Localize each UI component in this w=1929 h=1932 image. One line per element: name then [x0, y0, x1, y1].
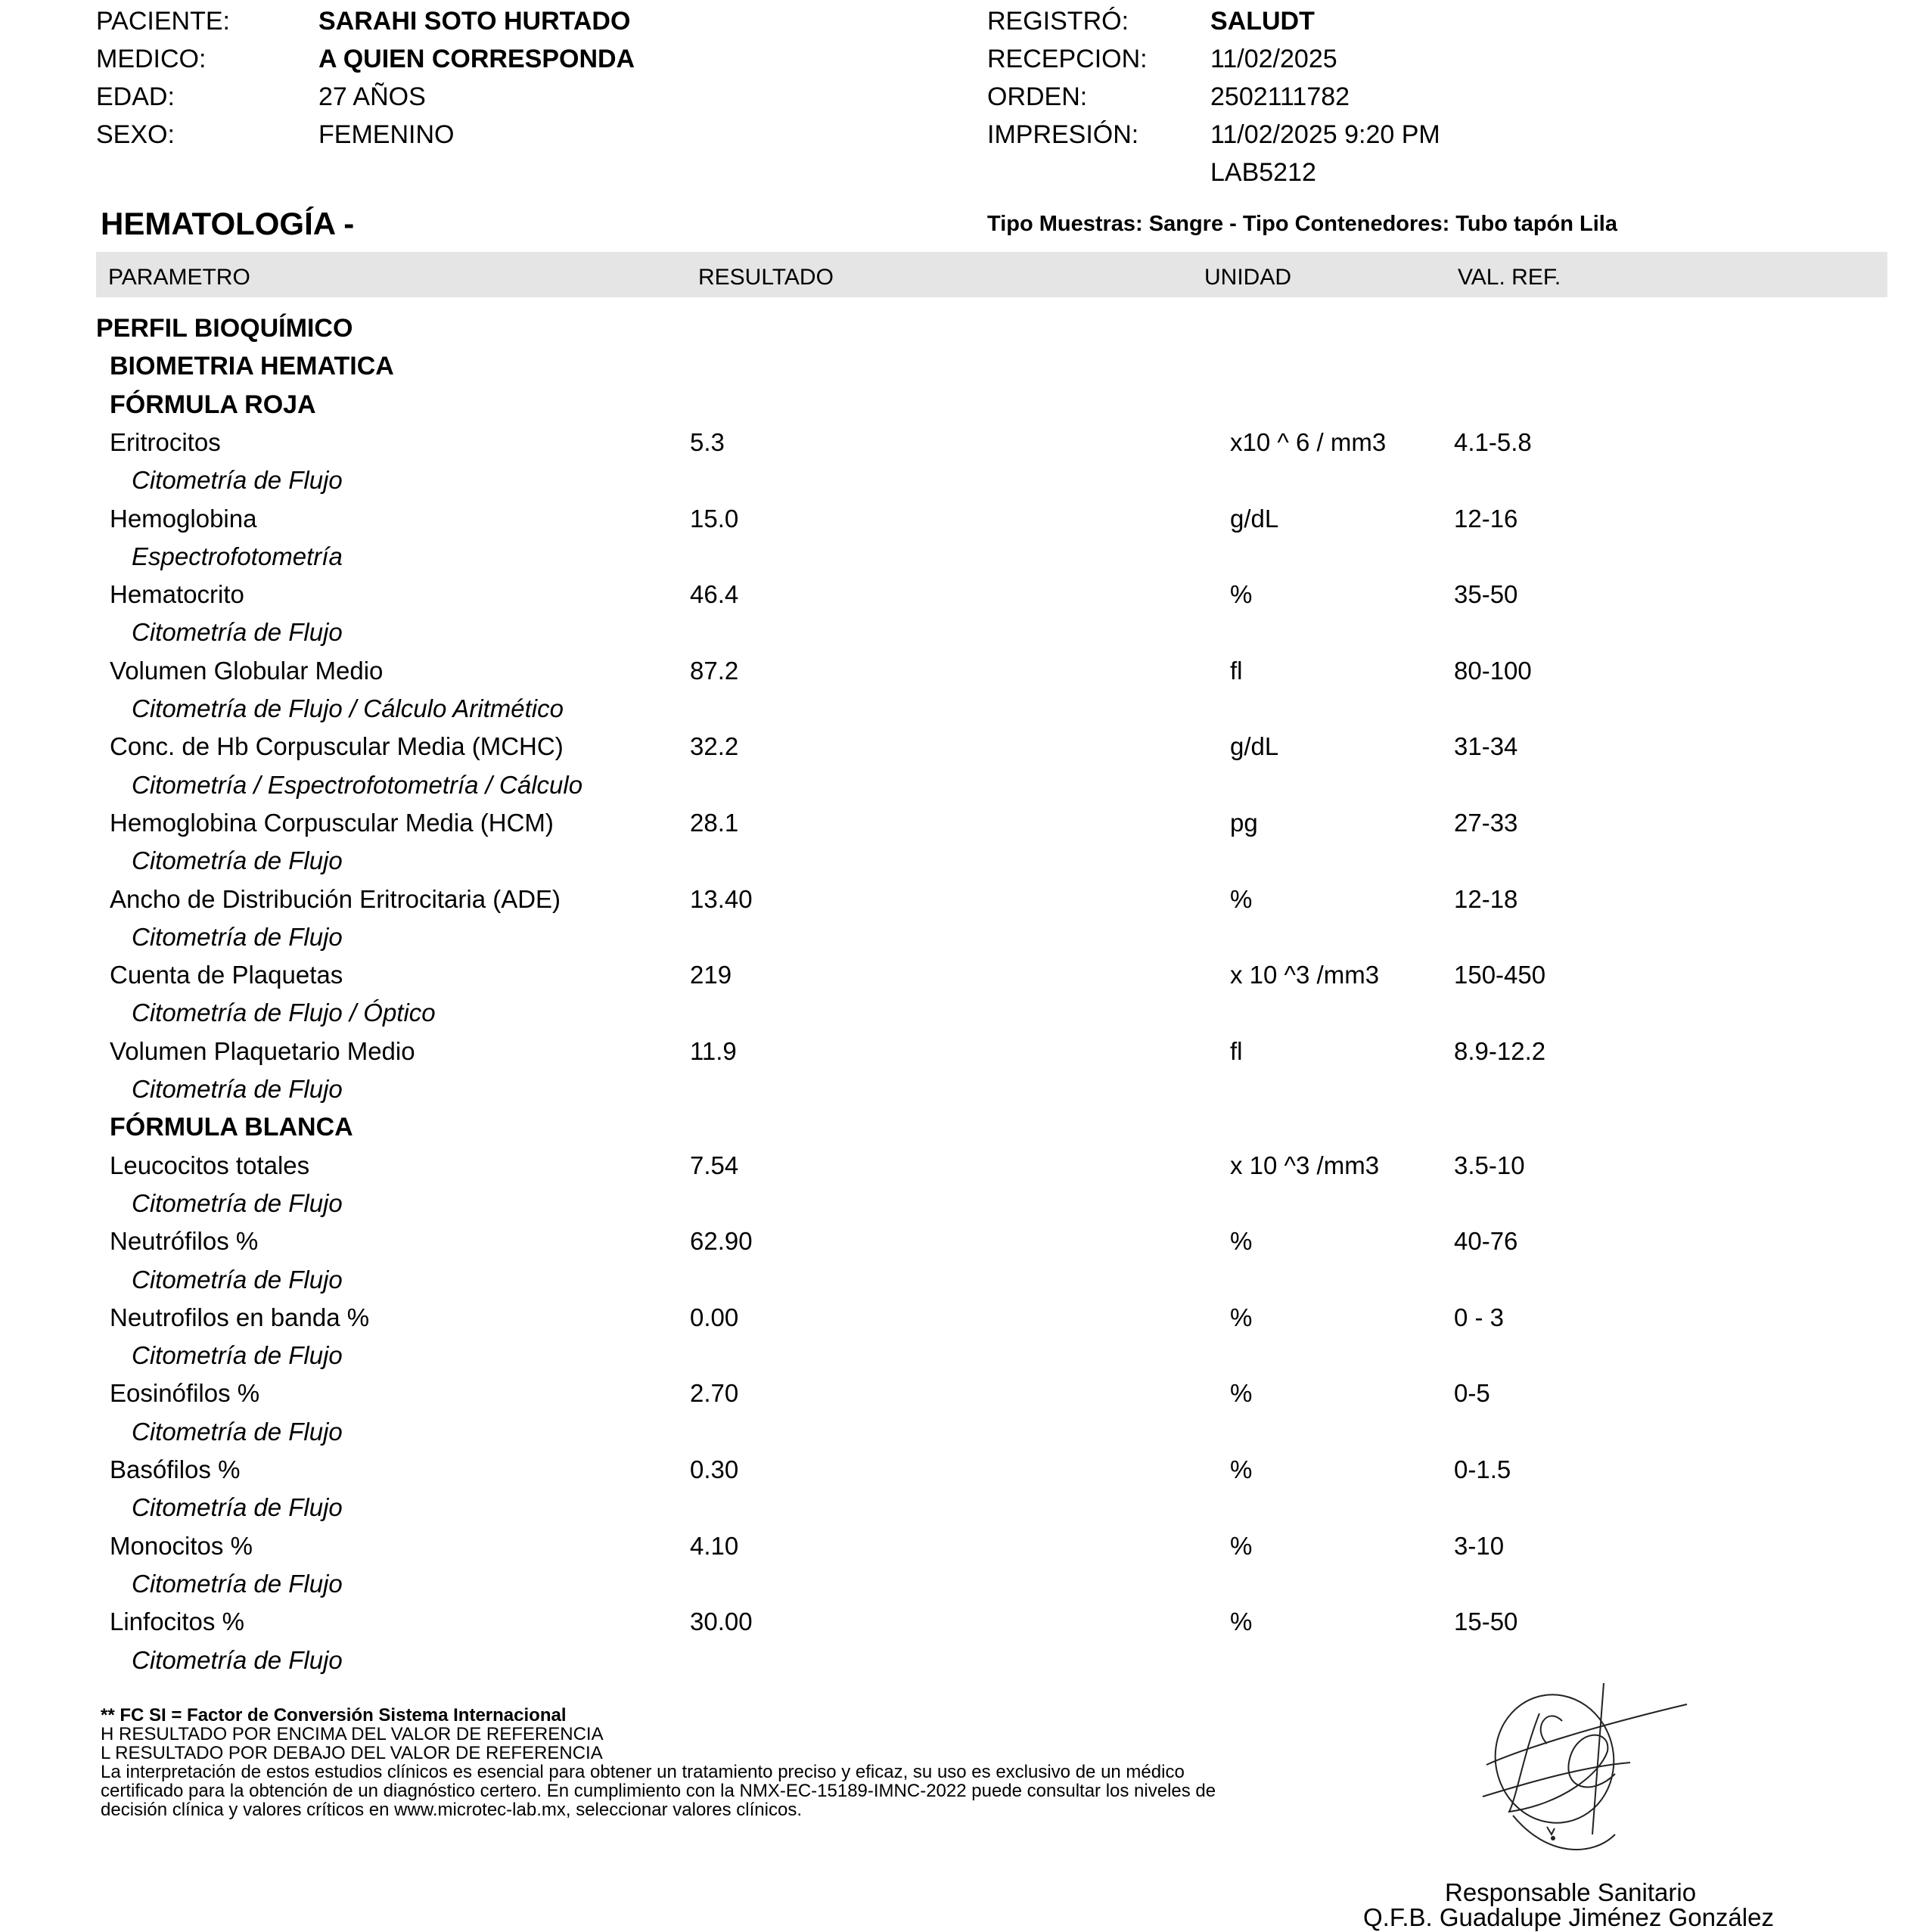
- column-header-result: RESULTADO: [698, 265, 834, 290]
- parameter-name: Linfocitos %: [110, 1607, 244, 1635]
- parameter-name: Neutrófilos %: [110, 1227, 259, 1255]
- reference-range: 15-50: [1454, 1607, 1518, 1635]
- result-value: 28.1: [690, 809, 739, 837]
- reference-range: 35-50: [1454, 580, 1518, 608]
- method-label: Citometría de Flujo: [132, 466, 343, 494]
- header-label: REGISTRÓ:: [987, 7, 1129, 36]
- header-value: FEMENINO: [318, 120, 455, 149]
- section-heading: FÓRMULA BLANCA: [110, 1113, 353, 1141]
- column-header-ref: VAL. REF.: [1458, 265, 1561, 290]
- reference-range: 0-5: [1454, 1379, 1490, 1407]
- result-unit: %: [1230, 1607, 1253, 1635]
- result-value: 7.54: [690, 1151, 739, 1179]
- result-value: 2.70: [690, 1379, 739, 1407]
- header-label: SEXO:: [96, 120, 175, 149]
- parameter-name: Basófilos %: [110, 1455, 241, 1483]
- header-value: 11/02/2025 9:20 PM: [1210, 120, 1440, 149]
- result-value: 15.0: [690, 505, 739, 533]
- column-header-unit: UNIDAD: [1204, 265, 1292, 290]
- result-unit: %: [1230, 1455, 1253, 1483]
- signature-role: Responsable Sanitario: [1445, 1878, 1697, 1906]
- signature-name: Q.F.B. Guadalupe Jiménez González: [1363, 1903, 1774, 1931]
- column-header-bar: [96, 252, 1887, 297]
- result-value: 219: [690, 961, 732, 989]
- result-unit: fl: [1230, 657, 1243, 685]
- result-unit: pg: [1230, 809, 1258, 837]
- result-unit: %: [1230, 1379, 1253, 1407]
- method-label: Citometría de Flujo: [132, 1570, 343, 1598]
- parameter-name: Hematocrito: [110, 580, 244, 608]
- reference-range: 80-100: [1454, 657, 1532, 685]
- result-value: 5.3: [690, 428, 725, 456]
- header-value: SALUDT: [1210, 7, 1315, 36]
- parameter-name: Monocitos %: [110, 1532, 253, 1560]
- reference-range: 12-16: [1454, 505, 1518, 533]
- signature-image: [1471, 1683, 1698, 1865]
- result-unit: x 10 ^3 /mm3: [1230, 961, 1380, 989]
- result-unit: g/dL: [1230, 505, 1279, 533]
- parameter-name: Cuenta de Plaquetas: [110, 961, 343, 989]
- reference-range: 12-18: [1454, 885, 1518, 913]
- header-label: EDAD:: [96, 82, 175, 111]
- result-value: 87.2: [690, 657, 739, 685]
- header-label: RECEPCION:: [987, 45, 1148, 73]
- method-label: Espectrofotometría: [132, 542, 343, 570]
- method-label: Citometría / Espectrofotometría / Cálculo: [132, 771, 583, 799]
- result-unit: x10 ^ 6 / mm3: [1230, 428, 1387, 456]
- result-value: 30.00: [690, 1607, 753, 1635]
- method-label: Citometría de Flujo: [132, 1493, 343, 1521]
- result-value: 32.2: [690, 732, 739, 760]
- result-unit: %: [1230, 1227, 1253, 1255]
- header-label: IMPRESIÓN:: [987, 120, 1139, 149]
- method-label: Citometría de Flujo: [132, 1075, 343, 1103]
- method-label: Citometría de Flujo: [132, 846, 343, 874]
- section-heading: PERFIL BIOQUÍMICO: [96, 314, 353, 343]
- reference-range: 40-76: [1454, 1227, 1518, 1255]
- method-label: Citometría de Flujo: [132, 1341, 343, 1369]
- footer-line: H RESULTADO POR ENCIMA DEL VALOR DE REFERENCIA: [101, 1724, 604, 1744]
- header-value: 11/02/2025: [1210, 45, 1337, 73]
- sample-info: Tipo Muestras: Sangre - Tipo Contenedores: Tubo tapón Lila: [987, 212, 1617, 236]
- reference-range: 8.9-12.2: [1454, 1037, 1546, 1065]
- header-value: SARAHI SOTO HURTADO: [318, 7, 631, 36]
- result-value: 0.00: [690, 1303, 739, 1331]
- result-value: 0.30: [690, 1455, 739, 1483]
- footer-line: certificado para la obtención de un diagnóstico certero. En cumplimiento con la NMX-EC-15189-IMNC-2022 puede consultar los niveles de: [101, 1781, 1216, 1801]
- parameter-name: Eritrocitos: [110, 428, 221, 456]
- parameter-name: Leucocitos totales: [110, 1151, 310, 1179]
- reference-range: 27-33: [1454, 809, 1518, 837]
- result-unit: g/dL: [1230, 732, 1279, 760]
- header-value: 27 AÑOS: [318, 82, 426, 111]
- method-label: Citometría de Flujo: [132, 923, 343, 951]
- reference-range: 31-34: [1454, 732, 1518, 760]
- header-value: 2502111782: [1210, 82, 1350, 111]
- result-unit: fl: [1230, 1037, 1243, 1065]
- result-value: 4.10: [690, 1532, 739, 1560]
- header-value: A QUIEN CORRESPONDA: [318, 45, 635, 73]
- result-value: 62.90: [690, 1227, 753, 1255]
- method-label: Citometría de Flujo / Cálculo Aritmético: [132, 694, 564, 722]
- reference-range: 3.5-10: [1454, 1151, 1525, 1179]
- method-label: Citometría de Flujo: [132, 1189, 343, 1217]
- reference-range: 150-450: [1454, 961, 1546, 989]
- method-label: Citometría de Flujo / Óptico: [132, 999, 436, 1027]
- header-label: MEDICO:: [96, 45, 207, 73]
- reference-range: 4.1-5.8: [1454, 428, 1532, 456]
- header-value: LAB5212: [1210, 158, 1316, 187]
- footer-line: decisión clínica y valores críticos en www.microtec-lab.mx, seleccionar valores clínicos.: [101, 1800, 802, 1820]
- result-unit: %: [1230, 885, 1253, 913]
- header-label: ORDEN:: [987, 82, 1088, 111]
- parameter-name: Eosinófilos %: [110, 1379, 260, 1407]
- section-heading: BIOMETRIA HEMATICA: [110, 352, 394, 380]
- parameter-name: Neutrofilos en banda %: [110, 1303, 370, 1331]
- header-label: PACIENTE:: [96, 7, 230, 36]
- parameter-name: Conc. de Hb Corpuscular Media (MCHC): [110, 732, 564, 760]
- footer-line: La interpretación de estos estudios clínicos es esencial para obtener un tratamiento preciso y eficaz, su uso es exclusivo de un médico: [101, 1762, 1185, 1782]
- result-value: 11.9: [690, 1037, 737, 1065]
- result-value: 46.4: [690, 580, 739, 608]
- result-unit: x 10 ^3 /mm3: [1230, 1151, 1380, 1179]
- result-unit: %: [1230, 1532, 1253, 1560]
- parameter-name: Volumen Plaquetario Medio: [110, 1037, 415, 1065]
- footer-note-conversion: ** FC SI = Factor de Conversión Sistema Internacional: [101, 1705, 567, 1725]
- parameter-name: Volumen Globular Medio: [110, 657, 384, 685]
- result-value: 13.40: [690, 885, 753, 913]
- result-unit: %: [1230, 1303, 1253, 1331]
- method-label: Citometría de Flujo: [132, 618, 343, 646]
- method-label: Citometría de Flujo: [132, 1266, 343, 1294]
- reference-range: 0-1.5: [1454, 1455, 1511, 1483]
- parameter-name: Hemoglobina Corpuscular Media (HCM): [110, 809, 554, 837]
- section-title: HEMATOLOGÍA -: [101, 206, 355, 241]
- parameter-name: Ancho de Distribución Eritrocitaria (ADE): [110, 885, 561, 913]
- method-label: Citometría de Flujo: [132, 1646, 343, 1674]
- reference-range: 3-10: [1454, 1532, 1505, 1560]
- section-heading: FÓRMULA ROJA: [110, 390, 316, 419]
- method-label: Citometría de Flujo: [132, 1418, 343, 1446]
- footer-notes: [101, 1706, 1216, 1819]
- footer-line: L RESULTADO POR DEBAJO DEL VALOR DE REFERENCIA: [101, 1743, 603, 1763]
- reference-range: 0 - 3: [1454, 1303, 1505, 1331]
- parameter-name: Hemoglobina: [110, 505, 257, 533]
- column-header-param: PARAMETRO: [108, 265, 250, 290]
- result-unit: %: [1230, 580, 1253, 608]
